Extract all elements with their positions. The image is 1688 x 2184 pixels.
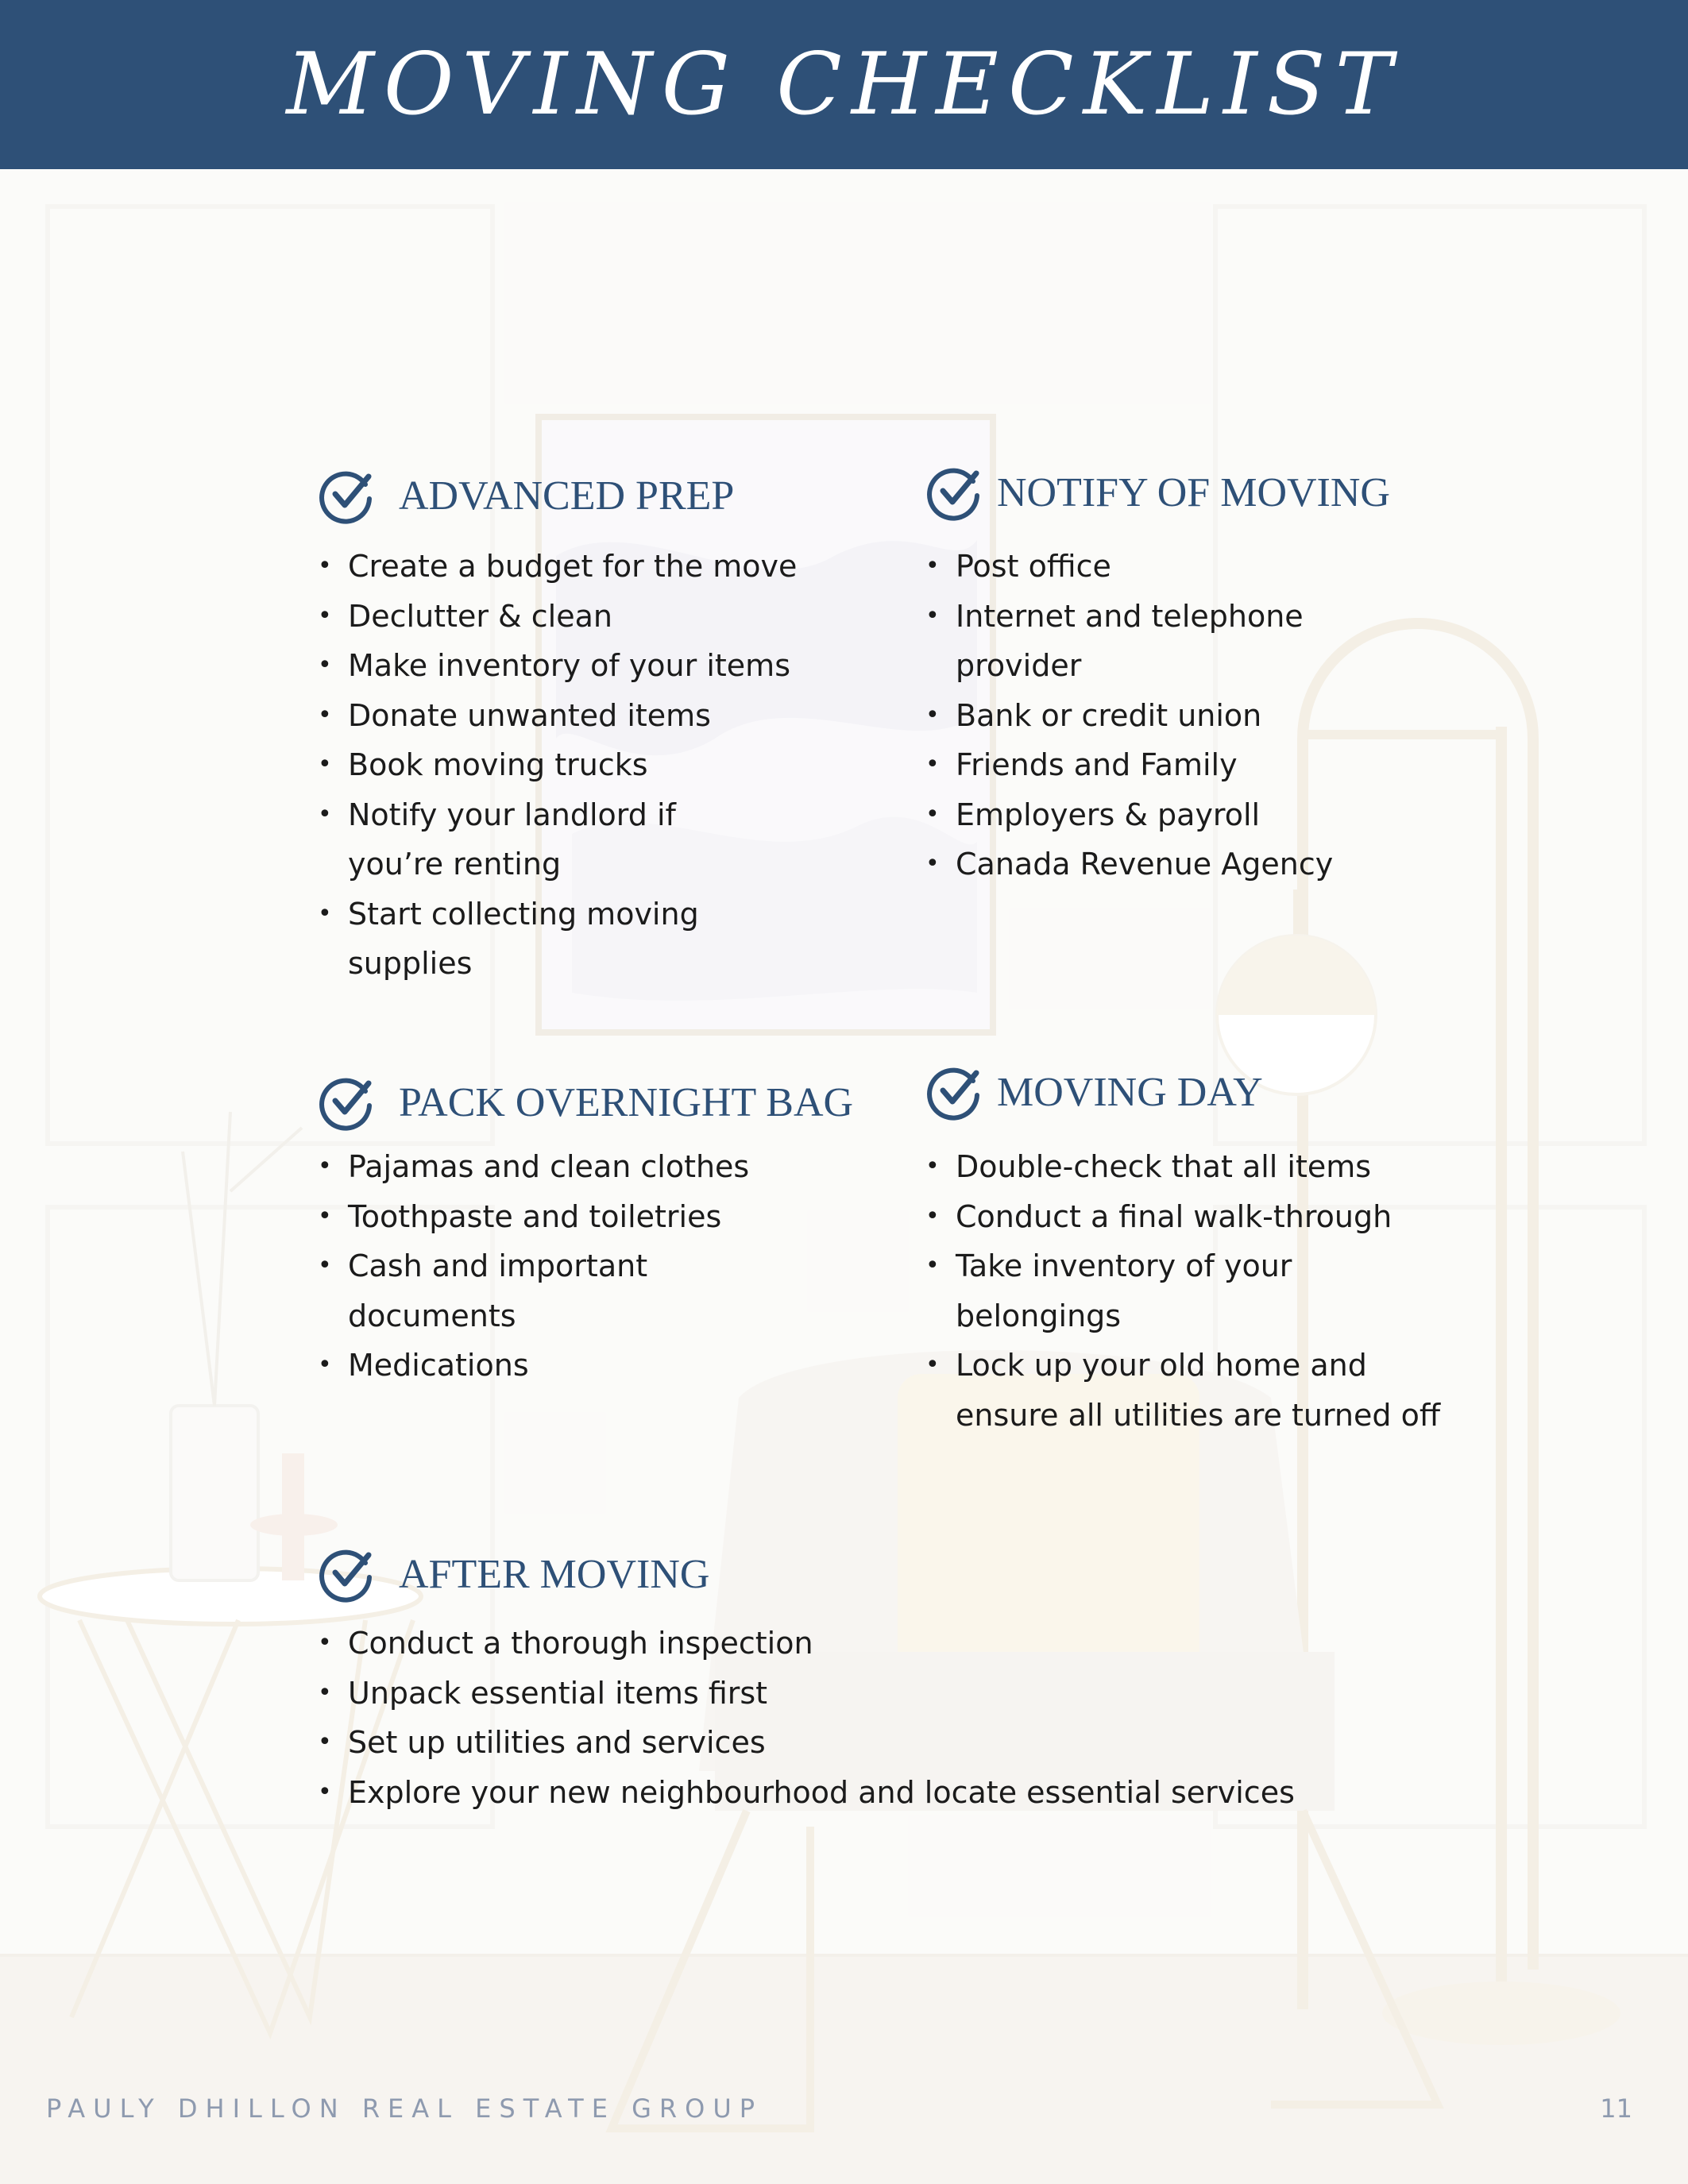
checklist [318, 1142, 810, 1391]
page-title: MOVING CHECKLIST [286, 35, 1402, 134]
list-item: • Create a budget for the move [318, 542, 810, 592]
list-item: • Toothpaste and toiletries [318, 1192, 810, 1242]
check-circle-icon [925, 464, 983, 521]
list-item: • Set up utilities and services [318, 1718, 1350, 1768]
list-item: • Employers & payroll [925, 790, 1434, 840]
section-title: AFTER MOVING [399, 1551, 710, 1597]
list-item: • Donate unwanted items [318, 691, 810, 741]
check-circle-icon [318, 467, 375, 524]
list-item: • Lock up your old home and ensure all utilities are turned off [925, 1341, 1448, 1440]
section-title: PACK OVERNIGHT BAG [399, 1079, 854, 1125]
list-item: • Take inventory of your belongings [925, 1241, 1329, 1341]
list-item: • Post office [925, 542, 1434, 592]
list-item: • Book moving trucks [318, 740, 810, 790]
check-circle-icon [925, 1063, 983, 1121]
list-item: • Double-check that all items [925, 1142, 1450, 1192]
list-item: • Bank or credit union [925, 691, 1434, 741]
section-heading [925, 461, 1434, 524]
checklist [318, 542, 810, 989]
list-item: • Medications [318, 1341, 810, 1391]
list-item: • Pajamas and clean clothes [318, 1142, 810, 1192]
header-bar [0, 0, 1688, 169]
section-title: ADVANCED PREP [399, 473, 735, 519]
list-item: • Conduct a final walk-through [925, 1192, 1450, 1242]
list-item: • Make inventory of your items [318, 641, 810, 691]
section-heading [318, 464, 810, 527]
section-heading [925, 1060, 1450, 1124]
section-title: MOVING DAY [997, 1069, 1263, 1115]
check-circle-icon [318, 1545, 375, 1603]
section-heading [318, 1071, 853, 1134]
list-item: • Cash and important documents [318, 1241, 729, 1341]
list-item: • Canada Revenue Agency [925, 839, 1434, 889]
list-item: • Internet and telephone provider [925, 592, 1329, 691]
section-notify-of-moving [925, 461, 1434, 889]
list-item: • Conduct a thorough inspection [318, 1619, 1350, 1669]
section-pack-overnight-bag [318, 1071, 853, 1391]
check-circle-icon [318, 1074, 375, 1131]
section-after-moving [318, 1542, 1350, 1817]
list-item: • Start collecting moving supplies [318, 889, 745, 989]
list-item: • Declutter & clean [318, 592, 810, 642]
list-item: • Friends and Family [925, 740, 1434, 790]
list-item: • Unpack essential items first [318, 1669, 1350, 1719]
page-number: 11 [1600, 2093, 1632, 2124]
list-item: • Notify your landlord if you’re renting [318, 790, 777, 889]
section-moving-day [925, 1060, 1450, 1440]
section-advanced-prep [318, 464, 810, 989]
section-heading [318, 1542, 1350, 1606]
footer-brand: PAULY DHILLON REAL ESTATE GROUP [46, 2093, 763, 2124]
checklist [925, 542, 1434, 889]
section-title: NOTIFY OF MOVING [997, 469, 1390, 515]
checklist [925, 1142, 1450, 1440]
checklist [318, 1619, 1350, 1817]
list-item: • Explore your new neighbourhood and locate essential services [318, 1768, 1350, 1818]
